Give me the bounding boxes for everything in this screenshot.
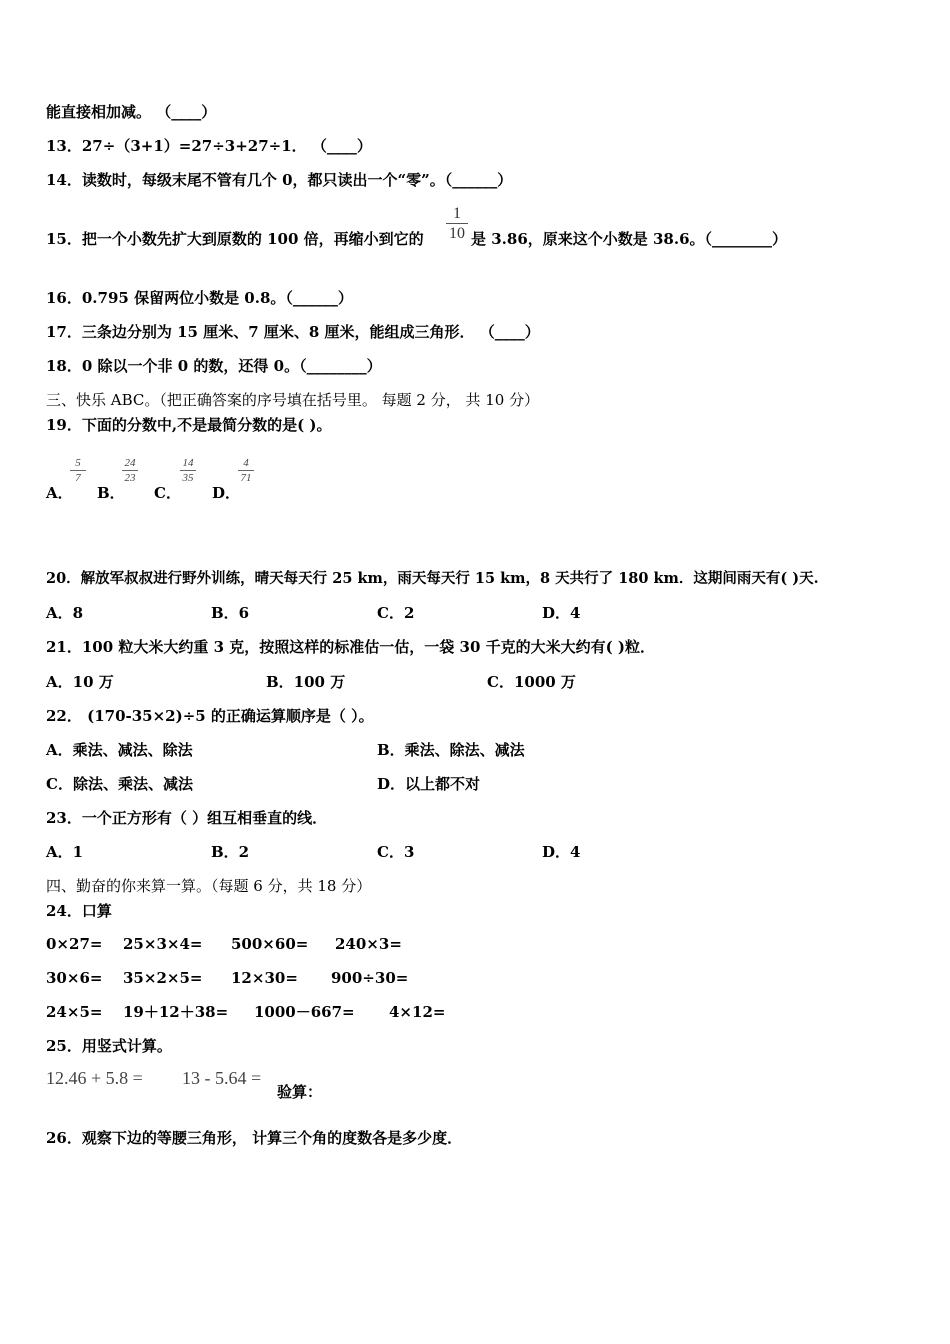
question-20: 20．解放军叔叔进行野外训练，晴天每天行 25 km，雨天每天行 15 km，8 天共行了 180 km．这期间雨天有( )天. [46, 570, 819, 587]
fraction-denominator: 10 [449, 225, 465, 242]
q19-fraction-b [122, 457, 138, 484]
question-21: 21．100 粒大米大约重 3 克，按照这样的标准估一估，一袋 30 千克的大米大约有( )粒． [46, 638, 656, 656]
q20-option-d: D．4 [542, 604, 581, 622]
q19-fraction-c [180, 457, 196, 484]
q22-option-c: C．除法、乘法、减法 [46, 775, 193, 793]
q21-option-a: A．10 万 [46, 673, 114, 691]
question-19: 19．下面的分数中,不是最简分数的是( )。 [46, 416, 332, 434]
question-17: 17．三条边分别为 15 厘米、7 厘米、8 厘米，能组成三角形． （____） [46, 323, 540, 341]
q19-option-d-label: D． [212, 484, 241, 502]
q24-item: 25×3×4= [123, 935, 203, 953]
q25-check-label: 验算： [277, 1083, 323, 1101]
q19-fraction-d [238, 457, 254, 484]
q20-option-c: C．2 [377, 604, 415, 622]
q19-option-c-label: C． [154, 484, 181, 502]
q24-item: 0×27= [46, 935, 103, 953]
question-13: 13．27÷（3+1）=27÷3+27÷1． （____） [46, 137, 372, 155]
fraction-bar [238, 470, 254, 471]
numerator: 4 [243, 457, 249, 469]
q23-option-b: B．2 [211, 843, 250, 861]
numerator: 14 [182, 457, 194, 469]
q22-option-d: D．以上都不对 [377, 775, 481, 793]
numerator: 5 [75, 457, 81, 469]
question-16: 16．0.795 保留两位小数是 0.8。（______） [46, 289, 353, 307]
q24-item: 35×2×5= [123, 969, 203, 987]
question-26: 26．观察下边的等腰三角形， 计算三个角的度数各是多少度． [46, 1129, 463, 1147]
section-4-heading: 四、勤奋的你来算一算。（每题 6 分，共 18 分） [46, 877, 372, 895]
denominator: 7 [75, 472, 81, 484]
denominator: 23 [124, 472, 136, 484]
question-25: 25．用竖式计算。 [46, 1037, 172, 1055]
q21-option-b: B．100 万 [266, 673, 346, 691]
q20-option-b: B．6 [211, 604, 250, 622]
q24-item: 1000－667= [254, 1003, 355, 1021]
q19-fraction-a [70, 457, 86, 484]
fraction-bar [122, 470, 138, 471]
q23-option-d: D．4 [542, 843, 581, 861]
q24-item: 900÷30= [331, 969, 409, 987]
question-22: 22． (170-35×2)÷5 的正确运算顺序是（ ）。 [46, 707, 374, 725]
q19-option-a-label: A． [46, 484, 73, 502]
question-24: 24．口算 [46, 902, 112, 920]
q19-option-b-label: B． [97, 484, 125, 502]
denominator: 35 [182, 472, 194, 484]
section-3-heading: 三、快乐 ABC。（把正确答案的序号填在括号里。 每题 2 分， 共 10 分） [46, 391, 540, 409]
q24-item: 4×12= [389, 1003, 446, 1021]
q21-option-c: C．1000 万 [487, 673, 576, 691]
q20-option-a: A．8 [46, 604, 84, 622]
question-18: 18．0 除以一个非 0 的数，还得 0。（________） [46, 357, 382, 375]
q24-item: 240×3= [335, 935, 402, 953]
question-15-part1: 15．把一个小数先扩大到原数的 100 倍，再缩小到它的 [46, 230, 424, 248]
fraction-bar [180, 470, 196, 471]
numerator: 24 [124, 457, 136, 469]
q24-item: 30×6= [46, 969, 103, 987]
q24-item: 500×60= [231, 935, 309, 953]
q25-expression-1: 12.46 + 5.8 = [46, 1068, 143, 1088]
q24-item: 19＋12＋38= [123, 1003, 229, 1021]
fraction-one-tenth [446, 205, 468, 242]
fraction-bar [446, 223, 468, 224]
q24-item: 24×5= [46, 1003, 103, 1021]
q22-option-a: A．乘法、减法、除法 [46, 741, 193, 759]
q24-item: 12×30= [231, 969, 298, 987]
q23-option-a: A．1 [46, 843, 84, 861]
fraction-bar [70, 470, 86, 471]
q22-option-b: B．乘法、除法、减法 [377, 741, 525, 759]
question-14: 14．读数时，每级末尾不管有几个 0，都只读出一个“零”。（______） [46, 171, 513, 189]
denominator: 71 [240, 472, 252, 484]
question-23: 23．一个正方形有（ ）组互相垂直的线． [46, 809, 328, 827]
fraction-numerator: 1 [453, 205, 461, 222]
q23-option-c: C．3 [377, 843, 415, 861]
question-12-tail: 能直接相加减。 （____） [46, 103, 217, 121]
question-15-part2: 是 3.86，原来这个小数是 38.6。（________） [471, 230, 788, 248]
q25-expression-2: 13 - 5.64 = [182, 1068, 262, 1088]
